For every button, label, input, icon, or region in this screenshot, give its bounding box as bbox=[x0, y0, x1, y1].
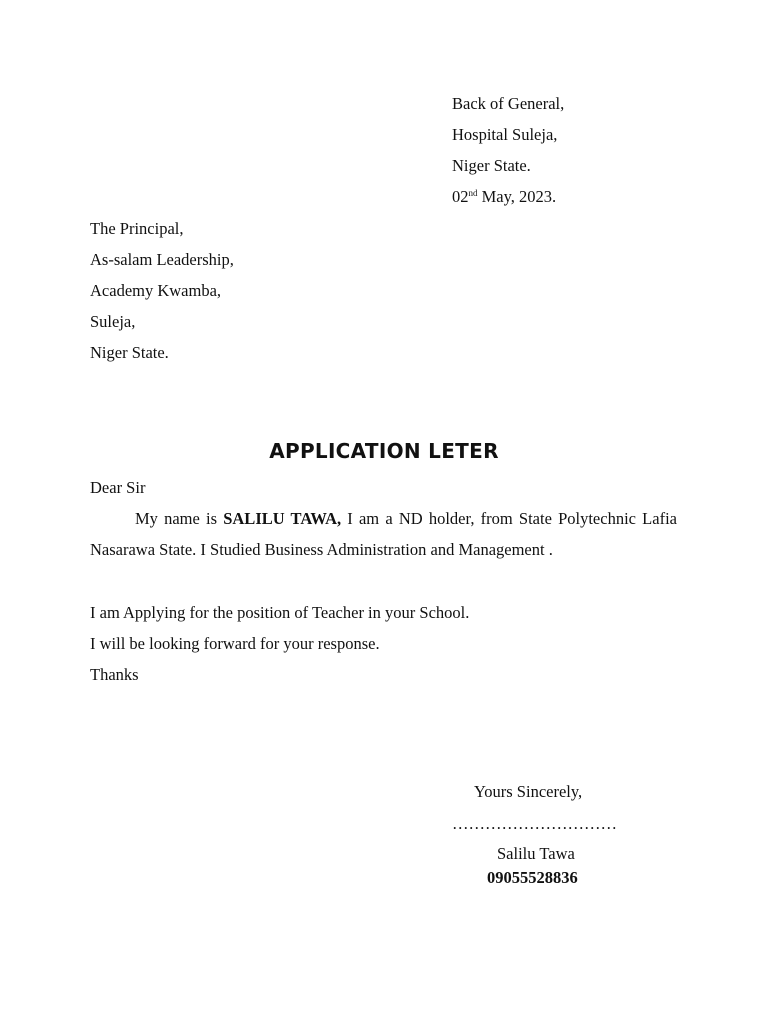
intro-prefix: My name is bbox=[135, 509, 224, 528]
applicant-name: SALILU TAWA, bbox=[223, 509, 342, 528]
salutation: Dear Sir bbox=[90, 478, 146, 497]
intro-rest: I am a ND holder, from State Polytechnic Lafia Nasarawa State. I Studied Business Administration and Management . bbox=[90, 509, 677, 559]
body-line-thanks: Thanks bbox=[90, 665, 139, 684]
recipient-address-line2: As-salam Leadership, bbox=[90, 250, 234, 269]
date-day: 02 bbox=[452, 187, 469, 206]
sign-off: Yours Sincerely, bbox=[474, 782, 583, 801]
recipient-address-line4: Suleja, bbox=[90, 312, 136, 331]
sender-address-line2: Hospital Suleja, bbox=[452, 125, 558, 144]
signatory-name: Salilu Tawa bbox=[497, 844, 575, 863]
date-rest: May, 2023. bbox=[477, 187, 557, 206]
body-line-response: I will be looking forward for your response. bbox=[90, 634, 380, 653]
letter-date bbox=[452, 187, 556, 207]
sender-address-line3: Niger State. bbox=[452, 156, 531, 175]
signature-line: ………………………… bbox=[452, 814, 617, 833]
recipient-address-line3: Academy Kwamba, bbox=[90, 281, 222, 300]
body-paragraph-intro bbox=[90, 503, 677, 565]
recipient-address-line5: Niger State. bbox=[90, 343, 169, 362]
signatory-phone: 09055528836 bbox=[487, 868, 578, 887]
sender-address-line1: Back of General, bbox=[452, 94, 565, 113]
letter-title: APPLICATION LETER bbox=[269, 439, 499, 463]
date-suffix: nd bbox=[468, 188, 478, 198]
recipient-address-line1: The Principal, bbox=[90, 219, 184, 238]
body-line-applying: I am Applying for the position of Teacher in your School. bbox=[90, 603, 470, 622]
